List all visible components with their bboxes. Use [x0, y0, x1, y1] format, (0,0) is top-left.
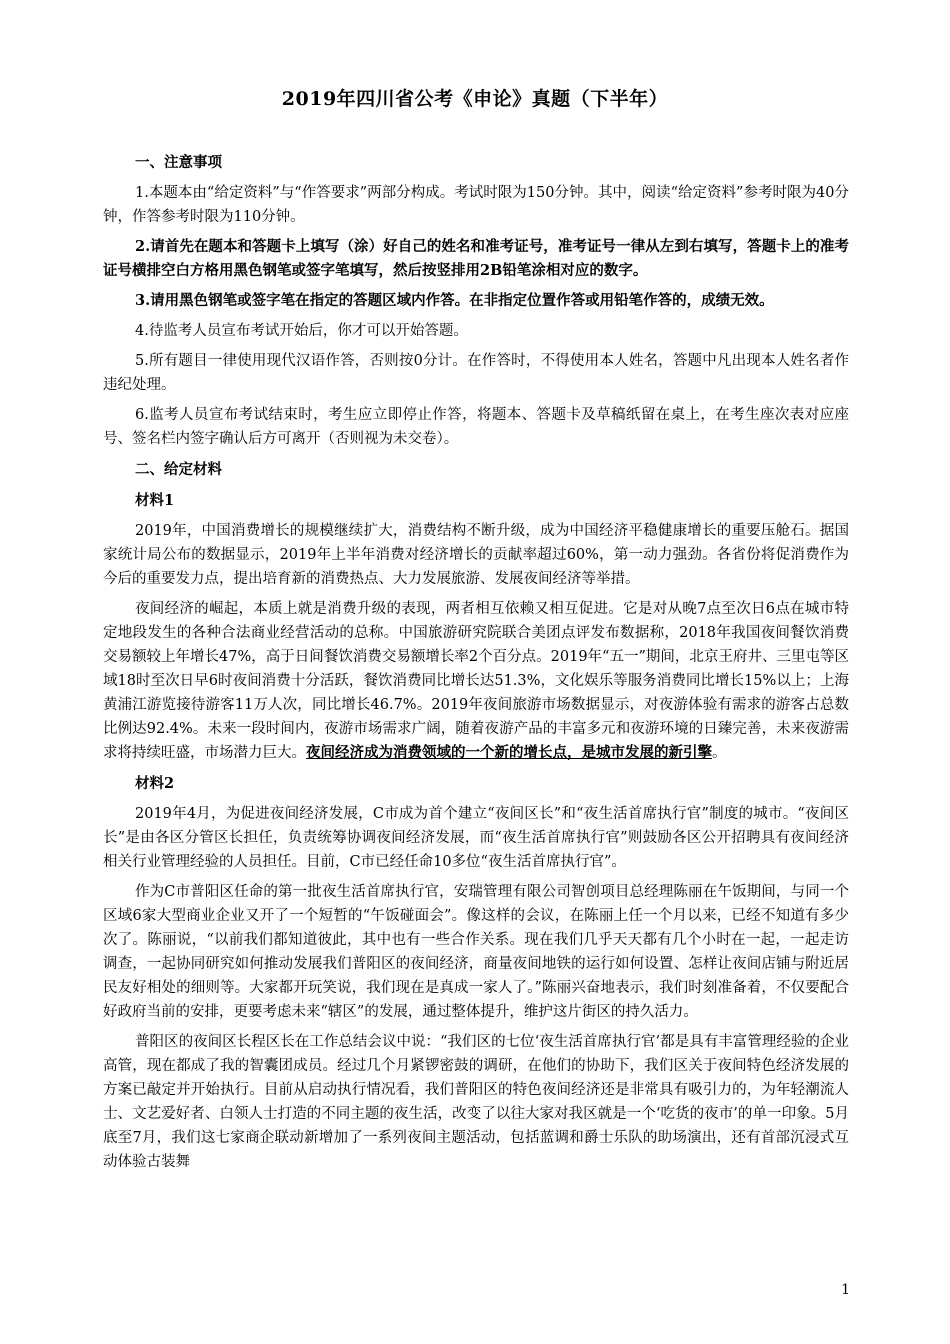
section-heading-materials: 二、给定材料	[135, 461, 222, 478]
document-body	[103, 150, 849, 1180]
material-1-key-sentence: 夜间经济成为消费领域的一个新的增长点，是城市发展的新引擎	[306, 744, 712, 761]
section-heading-notes: 一、注意事项	[135, 154, 222, 171]
note-2: 2.请首先在题本和答题卡上填写（涂）好自己的姓名和准考证号，准考证号一律从左到右填写，答题卡上的准考证号横排空白方格用黑色钢笔或签字笔填写，然后按竖排用2B铅笔涂相对应的数字。	[103, 238, 849, 279]
note-6: 6.监考人员宣布考试结束时，考生应立即停止作答，将题本、答题卡及草稿纸留在桌上，在考生座次表对应座号、签名栏内签字确认后方可离开（否则视为未交卷）。	[103, 407, 849, 447]
material-1-paragraph-2-end: 。	[712, 745, 727, 761]
material-2-heading: 材料2	[135, 775, 175, 792]
document-title: 2019年四川省公考《申论》真题（下半年）	[281, 88, 669, 110]
page-number: 1	[841, 1282, 850, 1298]
note-3: 3.请用黑色钢笔或签字笔在指定的答题区域内作答。在非指定位置作答或用铅笔作答的，成绩无效。	[135, 292, 774, 309]
material-2-paragraph-2: 作为C市普阳区任命的第一批夜生活首席执行官，安瑞管理有限公司智创项目总经理陈丽在午饭期间，与同一个区域6家大型商业企业又开了一个短暂的“午饭碰面会”。像这样的会议，在陈丽上任一个月以来，已经不知道有多少次了。陈丽说，“以前我们都知道彼此，其中也有一些合作关系。现在我们几乎天天都有几个小时在一起，一起走访调查，一起协同研究如何推动发展我们普阳区的夜间经济，商量夜间地铁的运行如何设置、怎样让夜间店铺与附近居民友好相处的细则等。大家都开玩笑说，我们现在是真成一家人了。”陈丽兴奋地表示，我们时刻准备着，不仅要配合好政府当前的安排，更要考虑未来“辖区”的发展，通过整体提升，维护这片街区的持久活力。	[103, 884, 849, 1020]
material-2-paragraph-1: 2019年4月，为促进夜间经济发展，C市成为首个建立“夜间区长”和“夜生活首席执行官”制度的城市。“夜间区长”是由各区分管区长担任，负责统筹协调夜间经济发展，而“夜生活首席执行官”则鼓励各区公开招聘具有夜间经济相关行业管理经验的人员担任。目前，C市已经任命10多位“夜生活首席执行官”。	[103, 806, 849, 870]
note-1: 1.本题本由“给定资料”与“作答要求”两部分构成。考试时限为150分钟。其中，阅读“给定资料”参考时限为40分钟，作答参考时限为110分钟。	[103, 185, 849, 225]
material-1-paragraph-2-text: 夜间经济的崛起，本质上就是消费升级的表现，两者相互依赖又相互促进。它是对从晚7点至次日6点在城市特定地段发生的各种合法商业经营活动的总称。中国旅游研究院联合美团点评发布数据称，2018年我国夜间餐饮消费交易额较上年增长47%，高于日间餐饮消费交易额增长率2个百分点。2019年“五一”期间，北京王府井、三里屯等区域18时至次日早6时夜间消费十分活跃，餐饮消费同比增长达51.3%，文化娱乐等服务消费同比增长15%以上；上海黄浦江游览接待游客11万人次，同比增长46.7%。2019年夜间旅游市场数据显示，对夜游体验有需求的游客占总数比例达92.4%。未来一段时间内，夜游市场需求广阔，随着夜游产品的丰富多元和夜游环境的日臻完善，未来夜游需求将持续旺盛，市场潜力巨大。	[103, 601, 849, 761]
material-1-paragraph-2	[103, 597, 849, 765]
material-1-paragraph-1: 2019年，中国消费增长的规模继续扩大，消费结构不断升级，成为中国经济平稳健康增长的重要压舱石。据国家统计局公布的数据显示，2019年上半年消费对经济增长的贡献率超过60%，第一动力强劲。各省份将促消费作为今后的重要发力点，提出培育新的消费热点、大力发展旅游、发展夜间经济等举措。	[103, 523, 849, 587]
material-1-heading: 材料1	[135, 492, 175, 509]
note-5: 5.所有题目一律使用现代汉语作答，否则按0分计。在作答时，不得使用本人姓名，答题中凡出现本人姓名者作违纪处理。	[103, 353, 849, 393]
material-2-paragraph-3: 普阳区的夜间区长程区长在工作总结会议中说：“我们区的七位‘夜生活首席执行官’都是具有丰富管理经验的企业高管，现在都成了我的智囊团成员。经过几个月紧锣密鼓的调研，在他们的协助下，我们区关于夜间特色经济发展的方案已敲定并开始执行。目前从启动执行情况看，我们普阳区的特色夜间经济还是非常具有吸引力的，为年轻潮流人士、文艺爱好者、白领人士打造的不同主题的夜生活，改变了以往大家对我区就是一个‘吃货的夜市’的单一印象。5月底至7月，我们这七家商企联动新增加了一系列夜间主题活动，包括蓝调和爵士乐队的助场演出，还有首部沉浸式互动体验古装舞	[103, 1034, 849, 1170]
note-4: 4.待监考人员宣布考试开始后，你才可以开始答题。	[135, 323, 468, 339]
